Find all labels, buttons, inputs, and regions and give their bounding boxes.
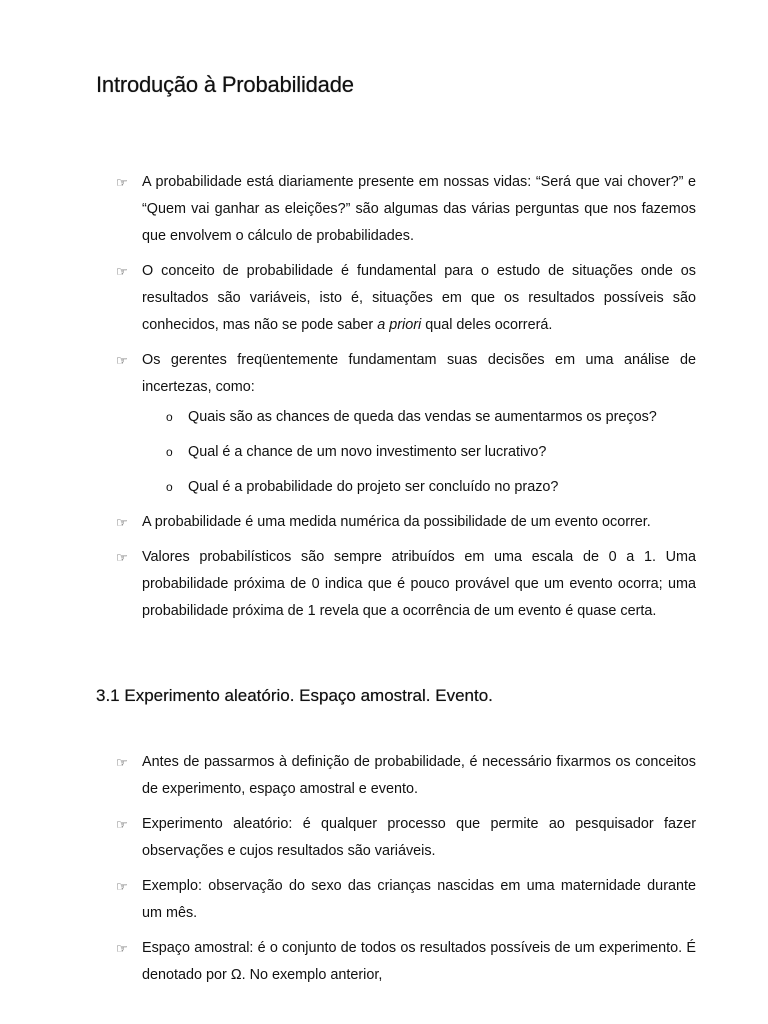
bullet-text: Experimento aleatório: é qualquer processo que permite ao pesquisador fazer observações e cujos resultados são variáveis.: [142, 816, 696, 859]
hand-pointing-icon: ☞: [116, 879, 128, 894]
list-item: [116, 347, 696, 501]
bullet-text: Antes de passarmos à definição de probabilidade, é necessário fixarmos os conceitos de experimento, espaço amostral e evento.: [142, 754, 696, 797]
bullet-text: qual deles ocorrerá.: [421, 317, 553, 333]
circle-bullet-icon: o: [166, 480, 173, 494]
sub-bullet-text: Qual é a probabilidade do projeto ser concluído no prazo?: [188, 479, 559, 495]
hand-pointing-icon: ☞: [116, 550, 128, 565]
bullet-text: Os gerentes freqüentemente fundamentam suas decisões em uma análise de incertezas, como:: [142, 352, 696, 395]
hand-pointing-icon: ☞: [116, 941, 128, 956]
italic-term: a priori: [377, 317, 422, 333]
sub-bullet-list: [142, 404, 696, 501]
bullet-text: Exemplo: observação do sexo das crianças nascidas em uma maternidade durante um mês.: [142, 878, 696, 921]
bullet-text: A probabilidade está diariamente presente em nossas vidas: “Será que vai chover?” e “Quem vai ganhar as eleições?” são algumas das várias perguntas que nos fazemos que envolvem o cálculo de probabilidades.: [142, 174, 696, 244]
section-title: 3.1 Experimento aleatório. Espaço amostral. Evento.: [96, 686, 493, 705]
bullet-text: Espaço amostral: é o conjunto de todos os resultados possíveis de um experimento. É denotado por Ω. No exemplo anterior,: [142, 940, 696, 983]
list-item: [116, 258, 696, 339]
list-item: [116, 749, 696, 803]
sub-list-item: [142, 439, 696, 466]
hand-pointing-icon: ☞: [116, 755, 128, 770]
section-bullet-list: [116, 749, 696, 997]
circle-bullet-icon: o: [166, 445, 173, 459]
hand-pointing-icon: ☞: [116, 264, 128, 279]
hand-pointing-icon: ☞: [116, 175, 128, 190]
sub-list-item: [142, 474, 696, 501]
list-item: [116, 544, 696, 625]
circle-bullet-icon: o: [166, 410, 173, 424]
hand-pointing-icon: ☞: [116, 817, 128, 832]
list-item: [116, 169, 696, 250]
sub-bullet-text: Qual é a chance de um novo investimento ser lucrativo?: [188, 444, 547, 460]
bullet-text: A probabilidade é uma medida numérica da possibilidade de um evento ocorrer.: [142, 514, 651, 530]
page-title: Introdução à Probabilidade: [96, 72, 354, 97]
list-item: [116, 935, 696, 989]
list-item: [116, 811, 696, 865]
list-item: [116, 509, 696, 536]
bullet-text: O conceito de probabilidade é fundamental para o estudo de situações onde os resultados são variáveis, isto é, situações em que os resultados possíveis são conhecidos, mas não se pode saber: [142, 263, 696, 333]
sub-bullet-text: Quais são as chances de queda das vendas se aumentarmos os preços?: [188, 409, 657, 425]
sub-list-item: [142, 404, 696, 431]
hand-pointing-icon: ☞: [116, 515, 128, 530]
hand-pointing-icon: ☞: [116, 353, 128, 368]
bullet-text: Valores probabilísticos são sempre atribuídos em uma escala de 0 a 1. Uma probabilidade próxima de 0 indica que é pouco provável que um evento ocorra; uma probabilidade próxima de 1 revela que a ocorrência de um evento é quase certa.: [142, 549, 696, 619]
list-item: [116, 873, 696, 927]
intro-bullet-list: [116, 169, 696, 633]
